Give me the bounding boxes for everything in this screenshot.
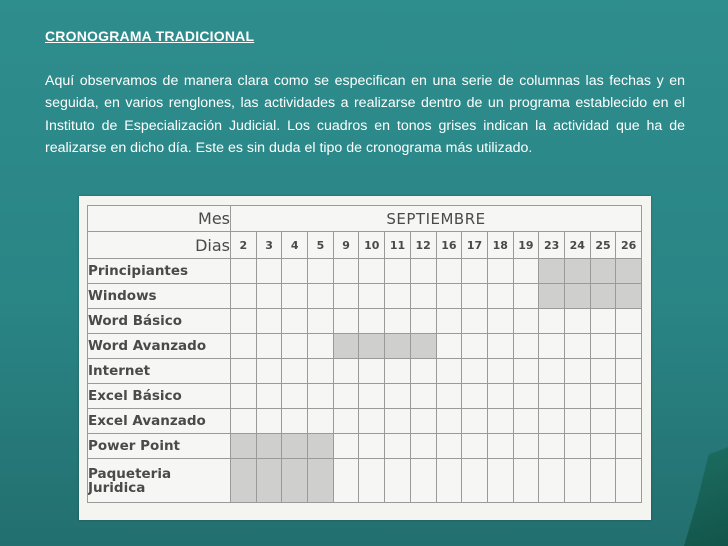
day-cell: 10 bbox=[359, 232, 385, 259]
day-cell: 9 bbox=[333, 232, 359, 259]
empty-day-cell bbox=[590, 334, 616, 359]
active-day-cell bbox=[282, 434, 308, 459]
empty-day-cell bbox=[487, 284, 513, 309]
empty-day-cell bbox=[436, 334, 462, 359]
empty-day-cell bbox=[359, 309, 385, 334]
empty-day-cell bbox=[513, 259, 539, 284]
days-label: Dias bbox=[88, 232, 231, 259]
schedule-image bbox=[79, 196, 651, 520]
empty-day-cell bbox=[410, 309, 436, 334]
active-day-cell bbox=[539, 284, 565, 309]
empty-day-cell bbox=[308, 409, 334, 434]
empty-day-cell bbox=[539, 359, 565, 384]
empty-day-cell bbox=[385, 259, 411, 284]
empty-day-cell bbox=[231, 334, 257, 359]
empty-day-cell bbox=[436, 434, 462, 459]
empty-day-cell bbox=[539, 334, 565, 359]
active-day-cell bbox=[308, 434, 334, 459]
empty-day-cell bbox=[308, 359, 334, 384]
activity-row bbox=[88, 309, 642, 334]
empty-day-cell bbox=[410, 459, 436, 503]
empty-day-cell bbox=[487, 309, 513, 334]
empty-day-cell bbox=[616, 434, 642, 459]
empty-day-cell bbox=[282, 309, 308, 334]
empty-day-cell bbox=[308, 384, 334, 409]
empty-day-cell bbox=[513, 359, 539, 384]
empty-day-cell bbox=[462, 284, 488, 309]
day-cell: 24 bbox=[564, 232, 590, 259]
empty-day-cell bbox=[410, 409, 436, 434]
activity-label: Excel Avanzado bbox=[88, 409, 231, 434]
day-cell: 5 bbox=[308, 232, 334, 259]
empty-day-cell bbox=[231, 309, 257, 334]
empty-day-cell bbox=[487, 259, 513, 284]
empty-day-cell bbox=[308, 284, 334, 309]
empty-day-cell bbox=[256, 409, 282, 434]
empty-day-cell bbox=[385, 434, 411, 459]
active-day-cell bbox=[564, 259, 590, 284]
empty-day-cell bbox=[616, 359, 642, 384]
activity-label: Principiantes bbox=[88, 259, 231, 284]
empty-day-cell bbox=[436, 309, 462, 334]
empty-day-cell bbox=[487, 359, 513, 384]
empty-day-cell bbox=[513, 334, 539, 359]
empty-day-cell bbox=[231, 359, 257, 384]
empty-day-cell bbox=[462, 334, 488, 359]
empty-day-cell bbox=[590, 409, 616, 434]
empty-day-cell bbox=[436, 409, 462, 434]
empty-day-cell bbox=[590, 459, 616, 503]
empty-day-cell bbox=[256, 284, 282, 309]
active-day-cell bbox=[231, 459, 257, 503]
day-cell: 16 bbox=[436, 232, 462, 259]
empty-day-cell bbox=[590, 384, 616, 409]
empty-day-cell bbox=[590, 309, 616, 334]
activity-label: Excel Básico bbox=[88, 384, 231, 409]
empty-day-cell bbox=[282, 259, 308, 284]
activity-label: Word Avanzado bbox=[88, 334, 231, 359]
day-cell: 17 bbox=[462, 232, 488, 259]
active-day-cell bbox=[256, 459, 282, 503]
empty-day-cell bbox=[410, 384, 436, 409]
empty-day-cell bbox=[333, 284, 359, 309]
active-day-cell bbox=[564, 284, 590, 309]
empty-day-cell bbox=[590, 359, 616, 384]
empty-day-cell bbox=[282, 334, 308, 359]
empty-day-cell bbox=[385, 284, 411, 309]
empty-day-cell bbox=[385, 409, 411, 434]
empty-day-cell bbox=[256, 384, 282, 409]
activity-row bbox=[88, 409, 642, 434]
empty-day-cell bbox=[436, 284, 462, 309]
empty-day-cell bbox=[333, 309, 359, 334]
empty-day-cell bbox=[308, 309, 334, 334]
activity-row bbox=[88, 284, 642, 309]
empty-day-cell bbox=[231, 409, 257, 434]
activity-label: Windows bbox=[88, 284, 231, 309]
empty-day-cell bbox=[231, 284, 257, 309]
days-row bbox=[88, 232, 642, 259]
empty-day-cell bbox=[462, 259, 488, 284]
empty-day-cell bbox=[616, 309, 642, 334]
activity-label: Paqueteria Juridica bbox=[88, 459, 231, 503]
empty-day-cell bbox=[462, 359, 488, 384]
day-cell: 25 bbox=[590, 232, 616, 259]
corner-decoration bbox=[684, 396, 728, 546]
empty-day-cell bbox=[462, 309, 488, 334]
empty-day-cell bbox=[487, 409, 513, 434]
empty-day-cell bbox=[513, 384, 539, 409]
empty-day-cell bbox=[359, 459, 385, 503]
empty-day-cell bbox=[462, 434, 488, 459]
empty-day-cell bbox=[282, 384, 308, 409]
activity-row bbox=[88, 384, 642, 409]
empty-day-cell bbox=[616, 334, 642, 359]
empty-day-cell bbox=[513, 284, 539, 309]
empty-day-cell bbox=[616, 409, 642, 434]
activity-label: Power Point bbox=[88, 434, 231, 459]
empty-day-cell bbox=[513, 309, 539, 334]
day-cell: 12 bbox=[410, 232, 436, 259]
empty-day-cell bbox=[616, 459, 642, 503]
empty-day-cell bbox=[462, 459, 488, 503]
day-cell: 19 bbox=[513, 232, 539, 259]
empty-day-cell bbox=[539, 384, 565, 409]
empty-day-cell bbox=[487, 459, 513, 503]
empty-day-cell bbox=[410, 434, 436, 459]
empty-day-cell bbox=[462, 384, 488, 409]
schedule-table bbox=[87, 205, 642, 503]
empty-day-cell bbox=[359, 259, 385, 284]
empty-day-cell bbox=[564, 334, 590, 359]
empty-day-cell bbox=[333, 409, 359, 434]
activity-row bbox=[88, 334, 642, 359]
day-cell: 4 bbox=[282, 232, 308, 259]
empty-day-cell bbox=[256, 309, 282, 334]
active-day-cell bbox=[590, 284, 616, 309]
empty-day-cell bbox=[385, 384, 411, 409]
active-day-cell bbox=[385, 334, 411, 359]
empty-day-cell bbox=[308, 259, 334, 284]
active-day-cell bbox=[410, 334, 436, 359]
empty-day-cell bbox=[616, 384, 642, 409]
empty-day-cell bbox=[564, 434, 590, 459]
activity-row bbox=[88, 434, 642, 459]
activity-label: Word Básico bbox=[88, 309, 231, 334]
empty-day-cell bbox=[333, 434, 359, 459]
empty-day-cell bbox=[564, 309, 590, 334]
day-cell: 11 bbox=[385, 232, 411, 259]
active-day-cell bbox=[308, 459, 334, 503]
empty-day-cell bbox=[487, 384, 513, 409]
empty-day-cell bbox=[436, 359, 462, 384]
empty-day-cell bbox=[231, 384, 257, 409]
month-label: Mes bbox=[88, 206, 231, 232]
empty-day-cell bbox=[282, 284, 308, 309]
empty-day-cell bbox=[436, 384, 462, 409]
empty-day-cell bbox=[385, 309, 411, 334]
active-day-cell bbox=[616, 284, 642, 309]
empty-day-cell bbox=[539, 434, 565, 459]
active-day-cell bbox=[616, 259, 642, 284]
empty-day-cell bbox=[564, 384, 590, 409]
empty-day-cell bbox=[359, 434, 385, 459]
active-day-cell bbox=[539, 259, 565, 284]
empty-day-cell bbox=[282, 359, 308, 384]
empty-day-cell bbox=[385, 459, 411, 503]
empty-day-cell bbox=[513, 459, 539, 503]
active-day-cell bbox=[590, 259, 616, 284]
empty-day-cell bbox=[539, 309, 565, 334]
empty-day-cell bbox=[359, 384, 385, 409]
empty-day-cell bbox=[410, 259, 436, 284]
empty-day-cell bbox=[385, 359, 411, 384]
activity-row bbox=[88, 259, 642, 284]
active-day-cell bbox=[231, 434, 257, 459]
empty-day-cell bbox=[564, 459, 590, 503]
empty-day-cell bbox=[462, 409, 488, 434]
active-day-cell bbox=[333, 334, 359, 359]
empty-day-cell bbox=[256, 334, 282, 359]
empty-day-cell bbox=[410, 284, 436, 309]
empty-day-cell bbox=[590, 434, 616, 459]
empty-day-cell bbox=[436, 259, 462, 284]
empty-day-cell bbox=[333, 359, 359, 384]
empty-day-cell bbox=[410, 359, 436, 384]
empty-day-cell bbox=[564, 359, 590, 384]
empty-day-cell bbox=[564, 409, 590, 434]
empty-day-cell bbox=[333, 459, 359, 503]
day-cell: 23 bbox=[539, 232, 565, 259]
day-cell: 26 bbox=[616, 232, 642, 259]
empty-day-cell bbox=[256, 259, 282, 284]
active-day-cell bbox=[282, 459, 308, 503]
empty-day-cell bbox=[359, 409, 385, 434]
empty-day-cell bbox=[359, 284, 385, 309]
active-day-cell bbox=[256, 434, 282, 459]
empty-day-cell bbox=[487, 334, 513, 359]
empty-day-cell bbox=[359, 359, 385, 384]
empty-day-cell bbox=[539, 459, 565, 503]
empty-day-cell bbox=[539, 409, 565, 434]
empty-day-cell bbox=[513, 409, 539, 434]
day-cell: 2 bbox=[231, 232, 257, 259]
empty-day-cell bbox=[282, 409, 308, 434]
empty-day-cell bbox=[333, 259, 359, 284]
empty-day-cell bbox=[487, 434, 513, 459]
activity-label: Internet bbox=[88, 359, 231, 384]
empty-day-cell bbox=[231, 259, 257, 284]
activity-row bbox=[88, 359, 642, 384]
empty-day-cell bbox=[256, 359, 282, 384]
day-cell: 18 bbox=[487, 232, 513, 259]
empty-day-cell bbox=[436, 459, 462, 503]
day-cell: 3 bbox=[256, 232, 282, 259]
month-name: SEPTIEMBRE bbox=[231, 206, 642, 232]
activity-row bbox=[88, 459, 642, 503]
month-row bbox=[88, 206, 642, 232]
empty-day-cell bbox=[308, 334, 334, 359]
active-day-cell bbox=[359, 334, 385, 359]
empty-day-cell bbox=[333, 384, 359, 409]
empty-day-cell bbox=[513, 434, 539, 459]
slide-body-text: Aquí observamos de manera clara como se especifican en una serie de columnas las fechas y en seguida, en varios renglones, las actividades a realizarse dentro de un programa establecido en el Instituto de Especialización Judicial. Los cuadros en tonos grises indican la actividad que ha de realizarse en dicho día. Este es sin duda el tipo de cronograma más utilizado. bbox=[45, 73, 685, 157]
slide-title: CRONOGRAMA TRADICIONAL bbox=[45, 28, 255, 44]
